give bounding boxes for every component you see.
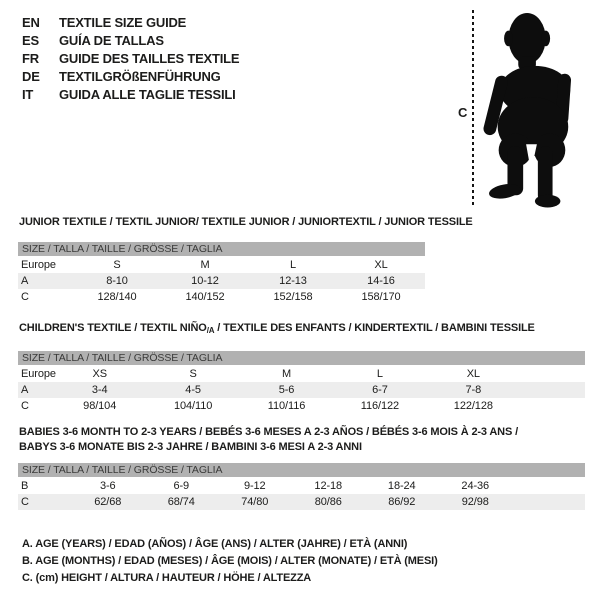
table-cell: 24-36: [461, 480, 490, 492]
table-row: [18, 289, 425, 305]
size-header-bar: [18, 463, 585, 477]
table-cell: 116/122: [360, 400, 400, 412]
language-label: GUIDA ALLE TAGLIE TESSILI: [59, 86, 236, 102]
row-label: Europe: [21, 368, 56, 380]
language-code: FR: [22, 50, 39, 66]
language-label: TEXTILGRÖßENFÜHRUNG: [59, 68, 221, 84]
table-row: [18, 273, 425, 289]
table-cell: 74/80: [241, 496, 269, 508]
row-label: C: [21, 496, 29, 508]
language-row: [22, 31, 239, 49]
language-label: TEXTILE SIZE GUIDE: [59, 14, 187, 30]
table-cell: 152/158: [273, 291, 313, 303]
size-table: [18, 351, 585, 414]
language-row: [22, 13, 239, 31]
height-measure-label: C: [458, 105, 468, 120]
title-segment: BABYS 3-6 MONATE BIS 2-3 JAHRE / BAMBINI 3-6 MESI A 2-3 ANNI: [19, 441, 362, 453]
size-table: [18, 242, 425, 305]
table-cell: 9-12: [243, 480, 266, 492]
language-row: [22, 85, 239, 103]
size-table: [18, 463, 585, 510]
table-cell: 6-9: [173, 480, 190, 492]
language-code: DE: [22, 68, 40, 84]
table-cell: 6-7: [372, 384, 388, 396]
size-header-bar-label: SIZE / TALLA / TAILLE / GRÖSSE / TAGLIA: [22, 243, 223, 255]
table-cell: 122/128: [453, 400, 493, 412]
table-cell: 128/140: [97, 291, 137, 303]
size-header-bar: [18, 242, 425, 256]
title-segment: CHILDREN'S TEXTILE / TEXTIL NIÑO: [19, 322, 207, 334]
table-cell: 10-12: [191, 275, 219, 287]
table-row: [18, 494, 585, 510]
title-segment: / TEXTILE DES ENFANTS / KINDERTEXTIL / BAMBINI TESSILE: [214, 322, 535, 334]
table-cell: 14-16: [367, 275, 395, 287]
table-cell: M: [200, 259, 210, 271]
footnote: C. (cm) HEIGHT / ALTURA / HAUTEUR / HÖHE / ALTEZZA: [22, 572, 312, 584]
row-label: Europe: [21, 259, 56, 271]
footnote: B. AGE (MONTHS) / EDAD (MESES) / ÂGE (MOIS) / ALTER (MONATE) / ETÀ (MESI): [22, 555, 438, 567]
table-cell: 4-5: [185, 384, 201, 396]
table-row: [18, 366, 585, 382]
language-row: [22, 67, 239, 85]
table-cell: 62/68: [94, 496, 122, 508]
table-cell: XS: [92, 368, 107, 380]
table-cell: M: [281, 368, 292, 380]
size-header-bar-label: SIZE / TALLA / TAILLE / GRÖSSE / TAGLIA: [22, 352, 223, 364]
section-title-line: [19, 425, 600, 440]
table-cell: 5-6: [278, 384, 295, 396]
language-label: GUIDE DES TAILLES TEXTILE: [59, 50, 240, 66]
row-label: C: [21, 291, 29, 303]
table-cell: 3-6: [99, 480, 116, 492]
table-cell: 7-8: [465, 384, 482, 396]
row-label: A: [21, 384, 29, 396]
language-row: [22, 49, 239, 67]
table-row: [18, 398, 585, 414]
table-cell: 92/98: [461, 496, 489, 508]
section-title: [19, 215, 600, 229]
table-cell: XL: [466, 368, 480, 380]
table-cell: 80/86: [314, 496, 342, 508]
size-header-bar: [18, 351, 585, 365]
language-code: EN: [22, 14, 40, 30]
table-cell: 98/104: [83, 400, 117, 412]
height-measure-dotted-line: [472, 10, 474, 206]
table-cell: 12-13: [279, 275, 307, 287]
table-cell: 104/110: [173, 400, 213, 412]
table-cell: S: [189, 368, 197, 380]
footnotes: [22, 536, 438, 587]
title-segment: BABIES 3-6 MONTH TO 2-3 YEARS / BEBÉS 3-6 MESES A 2-3 AÑOS / BÉBÉS 3-6 MOIS À 2-3 ANS /: [19, 426, 518, 438]
title-segment: JUNIOR TEXTILE / TEXTIL JUNIOR/ TEXTILE JUNIOR / JUNIORTEXTIL / JUNIOR TESSILE: [19, 216, 473, 228]
row-label: A: [21, 275, 29, 287]
language-list: [22, 13, 239, 103]
table-cell: 110/116: [267, 400, 306, 412]
table-row: [18, 257, 425, 273]
section-title: [19, 425, 600, 455]
row-label: C: [21, 400, 29, 412]
table-row: [18, 382, 585, 398]
table-rows: [18, 366, 585, 414]
table-cell: L: [289, 259, 297, 271]
size-table-section: [0, 215, 600, 305]
language-code: IT: [22, 86, 34, 102]
row-label: B: [21, 480, 29, 492]
table-cell: 3-4: [91, 384, 108, 396]
size-table-section: [0, 321, 600, 414]
section-title-line: [19, 440, 600, 455]
table-rows: [18, 478, 585, 510]
baby-silhouette-icon: [482, 10, 580, 210]
table-cell: 18-24: [387, 480, 416, 492]
footnote: A. AGE (YEARS) / EDAD (AÑOS) / ÂGE (ANS) / ALTER (JAHRE) / ETÀ (ANNI): [22, 538, 408, 550]
size-table-section: [0, 425, 600, 510]
table-cell: 8-10: [106, 275, 128, 287]
table-cell: 140/152: [185, 291, 225, 303]
section-title-line: [19, 215, 600, 229]
table-cell: 158/170: [361, 291, 401, 303]
table-cell: 68/74: [167, 496, 195, 508]
table-cell: S: [113, 259, 121, 271]
language-code: ES: [22, 32, 39, 48]
section-title: [19, 321, 600, 338]
size-header-bar-label: SIZE / TALLA / TAILLE / GRÖSSE / TAGLIA: [22, 464, 223, 476]
table-cell: L: [376, 368, 383, 380]
table-rows: [18, 257, 425, 305]
language-label: GUÍA DE TALLAS: [59, 32, 164, 48]
table-cell: XL: [374, 259, 388, 271]
section-title-line: [19, 321, 600, 338]
table-cell: 86/92: [388, 496, 416, 508]
title-segment: /A: [206, 326, 215, 335]
table-cell: 12-18: [314, 480, 343, 492]
table-row: [18, 478, 585, 494]
